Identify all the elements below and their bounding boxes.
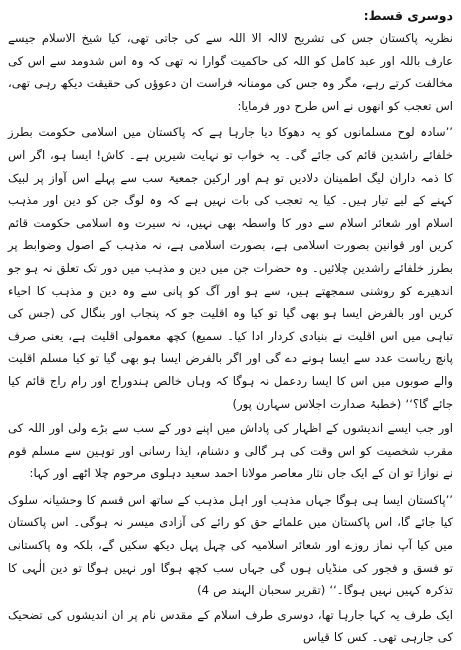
second-quote-paragraph: ’’پاکستان ایسا ہی ہوگا جہاں مذہب اور اہل مذہب کے ساتھ اس قسم کا وحشیانہ سلوک کیا جائے گا، اس پاکستان میں علمائے حق کو رائے کی آزادی میسر نہ ہوگی۔ اس پاکستان میں کیا آپ نماز روزے اور شعائر اسلامیہ کی چہل پہل دیکھ سکیں گے، بلکہ وہ پاکستانی تو فسق و فجور کی منڈیاں ہوں گی جہاں سب کچھ ہوگا اور نہیں ہوگا تو دین الٰہی کا تذکرہ کہیں نہیں ہوگا۔‘‘ (تقریر سحبان الہند ص 4) — [8, 492, 453, 598]
speech-quote-paragraph: ’’سادہ لوح مسلمانوں کو یہ دھوکا دیا جارہا ہے کہ پاکستان میں اسلامی حکومت بطرز خلفائے راشدین قائم کی جائے گی۔ یہ خواب تو نہایت شیریں ہے۔ کاش! ایسا ہو، اگر اس کا ذمہ داران لیگ اطمینان دلادیں تو ہم اور ارکین جمعیۃ سب سے پہلے اس آواز پر لبیک کہنے کے لیے تیار ہیں۔ کیا یہ تعجب کی بات نہیں ہے کہ وہ لوگ جن کو دین اور مذہب اسلام اور شعائر اسلام سے دور کا واسطہ بھی نہیں، نہ سیرت وہ اسلامی حکومت قائم کریں اور قوانین بصورت اسلامی ہے، بصورت اسلامی ہے، نہ مذہب کے اصول وضوابط پر بطرز خلفائے راشدین چلائیں۔ وہ حضرات جن میں دین و مذہب میں دور تک تعلق نہ ہو جو اندھیرے کو روشنی سمجھتے ہیں، سے ہو اور آگ کو پانی سے وہ دین و مذہب کا احیاء کریں اور بالفرض ایسا ہو بھی گیا تو کیا وہ اقلیت جو کہ پنجاب اور بنگال کی (جس کی تباہی میں اس اقلیت نے بنیادی کردار ادا کیا۔ سمیع) کچھ معمولی اقلیت ہے، یعنی صرف پانچ ریاست عدد سے ایسا ہونے دے گی اور اگر بالفرض ایسا ہو بھی گیا تو کیا مسلم اقلیت والے صوبوں میں اس کا ایسا ردعمل نہ ہوگا کہ وہاں خالص ہندوراج اور رام راج قائم کیا جائے گا؟‘‘ (خطبۂ صدارت اجلاس سہارن پور) — [8, 125, 453, 411]
intro-paragraph: نظریہ پاکستان جس کی تشریح لاالہ الا اللہ سے کی جاتی تھی، کیا شیخ الاسلام جیسے عارف باللہ اور عبد کامل کو اللہ کی حاکمیت گوارا نہ تھی کہ وہ اس شدومد سے اس کی مخالفت کرتے رہے، مگر وہ جس کی مومنانہ فراست ان دعوؤں کی حقیقت دیکھ رہی تھی، اس تعجب کو انھوں نے اس طرح دور فرمایا: — [8, 31, 453, 113]
narrative-paragraph: اور جب ایسے اندیشوں کے اظہار کی پاداش میں اپنے دور کے سب سے بڑے ولی اور اللہ کی مقرب شخصیت کو اس وقت کی ہر گالی و دشنام، ایذا رسانی اور توہین سے مسلم قوم نے نوازا تو ان کے ایک جاں نثار معاصر مولانا احمد سعید دہلوی مرحوم چلا اٹھے اور کہا: — [8, 421, 453, 481]
episode-heading: دوسری قسط: — [363, 8, 453, 23]
paragraph-gap — [8, 485, 453, 487]
paragraph-gap — [8, 117, 453, 119]
closing-paragraph: ایک طرف یہ کہا جارہا تھا، دوسری طرف اسلام کے مقدس نام پر ان اندیشوں کی تضحیک کی جارہی تھی۔ کس کا قیاس — [8, 607, 453, 645]
